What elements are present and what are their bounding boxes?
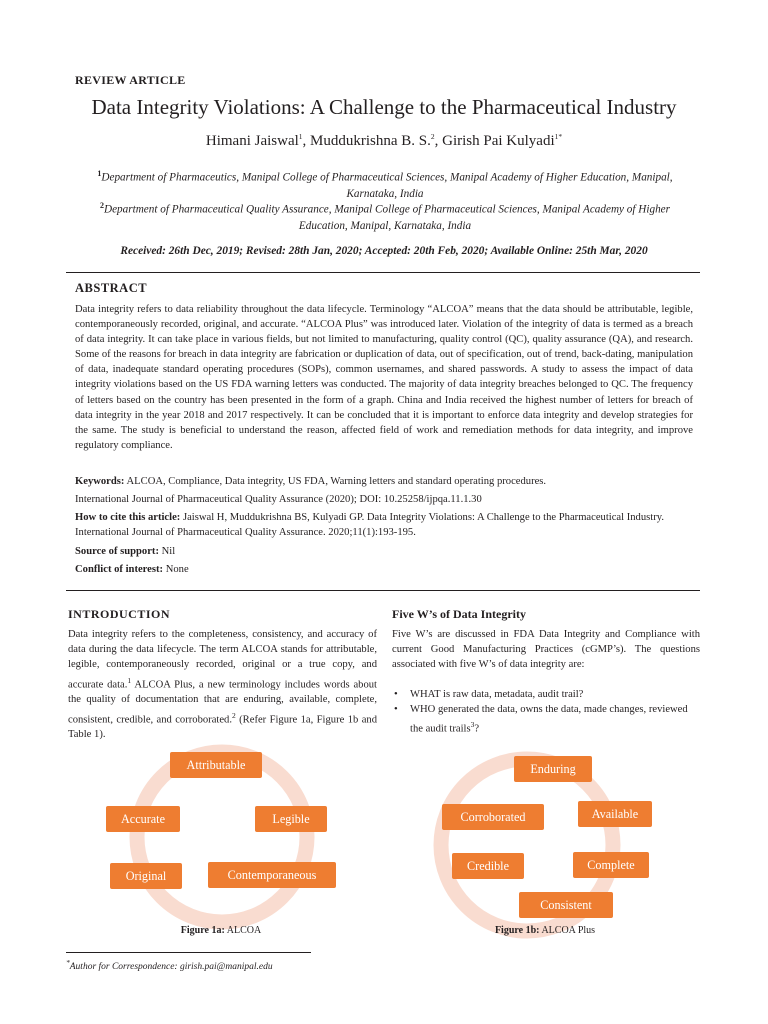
support-value: Nil: [161, 546, 176, 557]
alcoa-plus-item-consistent: Consistent: [519, 892, 613, 918]
author-list: Himani Jaiswal$^1$, Muddukrishna B. S.$^2$, Girish Pai Kulyadi$^{1*}$: [205, 132, 563, 149]
citation-value: Jaiswal H, Muddukrishna BS, Kulyadi GP. Data Integrity Violations: A Challenge to the Pharmaceutical Industry. International Journal of Pharmaceutical Quality Assurance. 2020;11(1):193-195.: [75, 512, 664, 538]
alcoa-item-original: Original: [110, 863, 182, 889]
keywords-value: ALCOA, Compliance, Data integrity, US FDA, Warning letters and standard operating procedures.: [126, 476, 547, 487]
footnote-sup: *: [66, 958, 70, 967]
figure-1a-caption: [108, 925, 334, 936]
reference-sup: 3: [470, 720, 475, 730]
alcoa-item-legible: Legible: [255, 806, 327, 832]
alcoa-plus-item-credible: Credible: [452, 853, 524, 879]
five-ws-text: Five W’s are discussed in FDA Data Integrity and Compliance with current Good Manufacturing Practices (cGMP’s). The questions associated with five W’s of data integrity are:: [392, 629, 700, 671]
affiliation-text: Department of Pharmaceutics, Manipal College of Pharmaceutical Sciences, Manipal Academy of Higher Education, Manipal, Karnataka, India: [101, 171, 673, 200]
author-name: Muddukrishna B. S.: [310, 133, 431, 149]
intro-sentence: ALCOA Plus, a new terminology includes words about the quality of documentation that are enduring, available, complete, consistent, credible, and corroborated.: [68, 679, 377, 726]
abstract-heading: ABSTRACT: [75, 281, 148, 295]
conflict-label: Conflict of interest:: [75, 564, 164, 575]
list-item: • WHAT is raw data, metadata, audit trail?: [392, 687, 702, 702]
journal-doi: International Journal of Pharmaceutical Quality Assurance (2020); DOI: 10.25258/ijpqa.11.1.30: [75, 494, 482, 505]
reference-sup: 1: [127, 675, 132, 685]
article-dates: Received: 26th Dec, 2019; Revised: 28th Jan, 2020; Accepted: 20th Feb, 2020; Available Online: 25th Mar, 2020: [120, 245, 648, 257]
affiliation-sup: 1: [97, 169, 102, 178]
alcoa-plus-item-complete: Complete: [573, 852, 649, 878]
affiliation-text: Department of Pharmaceutical Quality Assurance, Manipal College of Pharmaceutical Sciences, Manipal Academy of Higher Education, Manipal, Karnataka, India: [104, 203, 670, 232]
author-name: Himani Jaiswal: [205, 133, 299, 149]
intro-sentence: Data integrity refers to the completeness, consistency, and accuracy of data during the data lifecycle. The term ALCOA stands for attributable, legible, contemporaneously recorded, original or a true copy, and accurate data.: [68, 629, 377, 691]
caption-label: Figure 1b:: [494, 925, 540, 936]
article-type-label: REVIEW ARTICLE: [75, 73, 186, 87]
reference-sup: 2: [232, 710, 236, 720]
list-item-text: ?: [474, 723, 480, 735]
correspondence-footnote: [66, 958, 273, 972]
article-title: Data Integrity Violations: A Challenge to the Pharmaceutical Industry: [91, 95, 677, 119]
footnote-divider: [66, 952, 311, 953]
support-label: Source of support:: [75, 546, 159, 557]
introduction-heading: INTRODUCTION: [68, 607, 171, 621]
affiliation-sup: 2: [100, 201, 104, 210]
alcoa-plus-item-enduring: Enduring: [514, 756, 592, 782]
author-name: Girish Pai Kulyadi: [442, 133, 555, 149]
author-sup: 1*: [554, 132, 563, 141]
alcoa-item-attributable: Attributable: [170, 752, 262, 778]
abstract-text: Data integrity refers to data reliability throughout the data lifecycle. Terminology “ALCOA” means that the data should be attributable, legible, contemporaneously recorded, original, and accurate. “ALCOA Plus” was introduced later. Violation of the integrity of data is termed as a breach of data integrity. It can take place in various fields, but not limited to manufacturing, quality control (QC), quality assurance (QA), and research. Some of the reasons for breach in data integrity are fabrication or duplication of data, out of specification, out of trend, back-dating, manipulation of data, inadequate standard operating procedures (SOPs), common usernames, and shared passwords. A study to assess the impact of data integrity violations based on the US FDA warning letters was conducted. The majority of data integrity breaches belonged to QC. The frequency of letters based on the country has been presented in the form of a graph. China and India received the highest number of letters for breach of data integrity in the year 2018 and 2017 respectively. It can be concluded that it is important to enforce data integrity and develop strategies for the same. The study is beneficial to understand the reason, affected field of work and remediation methods for data integrity, and improve regulatory compliance.: [75, 304, 693, 451]
alcoa-plus-item-available: Available: [578, 801, 652, 827]
caption-text: ALCOA: [226, 925, 262, 936]
keywords-label: Keywords:: [75, 476, 125, 487]
conflict-value: None: [165, 564, 189, 575]
alcoa-item-contemporaneous: Contemporaneous: [208, 862, 336, 888]
figure-1b-caption: [430, 925, 660, 936]
alcoa-plus-item-corroborated: Corroborated: [442, 804, 544, 830]
author-sup: 1: [298, 132, 303, 141]
footnote-text: Author for Correspondence: girish.pai@manipal.edu: [69, 962, 273, 973]
caption-label: Figure 1a:: [180, 925, 225, 936]
citation-label: How to cite this article:: [75, 512, 181, 523]
list-item-text: WHO generated the data, owns the data, made changes, reviewed the audit trails: [410, 704, 688, 735]
caption-text: ALCOA Plus: [541, 925, 596, 936]
five-ws-heading: Five W’s of Data Integrity: [392, 607, 526, 621]
author-sup: 2: [430, 132, 435, 141]
intro-sentence: (Refer Figure 1a, Figure 1b and Table 1).: [68, 714, 377, 741]
alcoa-item-accurate: Accurate: [106, 806, 180, 832]
